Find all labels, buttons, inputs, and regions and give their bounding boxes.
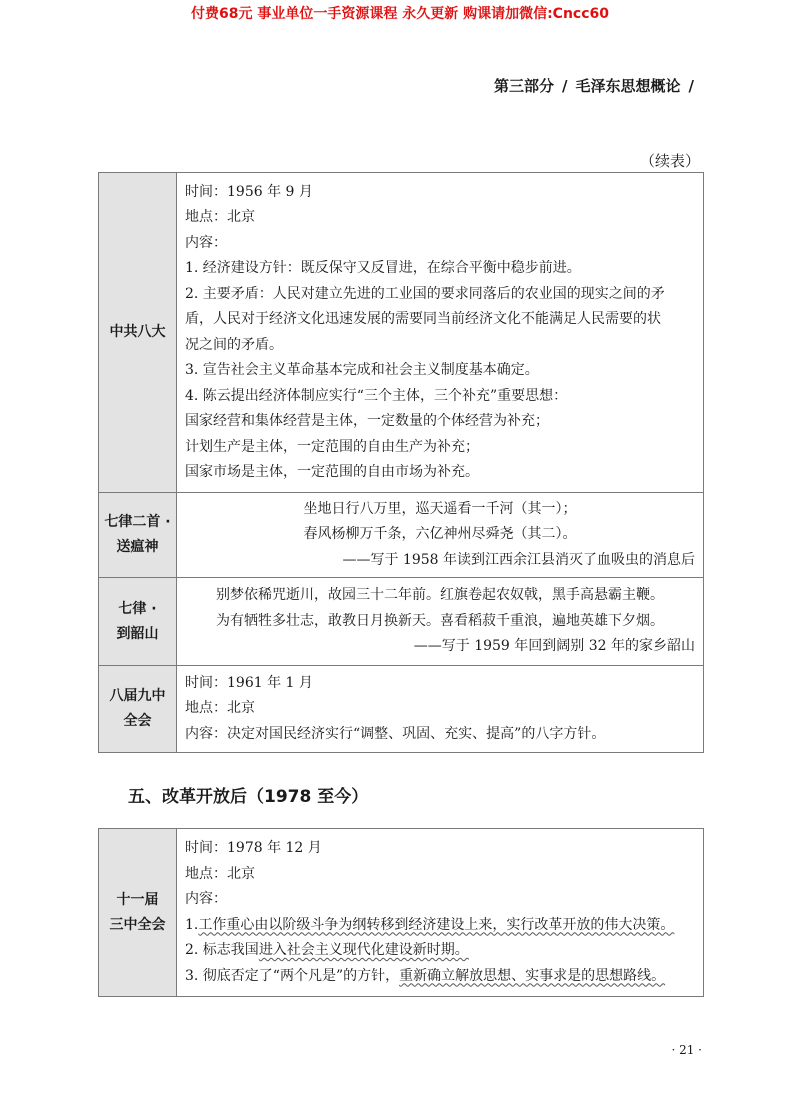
row-label: 八届九中 全会: [99, 666, 177, 753]
continued-label: （续表）: [639, 152, 700, 170]
table-row: [99, 666, 704, 753]
table-row: [99, 493, 704, 578]
header-separator: /: [562, 77, 568, 95]
emphasis-text: 重新确立解放思想、实事求是的思想路线。: [399, 967, 666, 984]
emphasis-text: 工作重心由以阶级斗争为纲转移到经济建设上来，实行改革开放的伟大决策。: [198, 916, 675, 933]
poem-attribution: ——写于 1959 年回到阔别 32 年的家乡韶山: [413, 638, 695, 655]
table-row: [99, 173, 704, 493]
reform-table: [98, 828, 704, 997]
header-separator-end: /: [688, 77, 694, 95]
row-label: 七律二首 · 送瘟神: [99, 493, 177, 578]
running-header: [494, 75, 702, 96]
row-content: 时间：1961 年 1 月 地点：北京 内容：决定对国民经济实行“调整、巩固、充实、提高”的八字方针。: [177, 666, 704, 753]
poem-content: 别梦依稀咒逝川，故园三十二年前。红旗卷起农奴戟，黑手高悬霸主鞭。 为有牺牲多壮志，敢教日月换新天。喜看稻菽千重浪，遍地英雄下夕烟。 ——写于 1959 年回到阔别 32 年的家乡韶山: [177, 578, 704, 666]
watermark-banner: 付费68元 事业单位一手资源课程 永久更新 购课请加微信:Cncc60: [190, 6, 610, 22]
table-row: [99, 578, 704, 666]
emphasis-text: 进入社会主义现代化建设新时期。: [258, 942, 469, 958]
events-table: [98, 172, 704, 753]
row-label: 七律 · 到韶山: [99, 578, 177, 666]
header-title: 毛泽东思想概论: [575, 77, 681, 95]
row-content: 时间：1956 年 9 月 地点：北京 内容： 1. 经济建设方针：既反保守又反冒进，在综合平衡中稳步前进。 2. 主要矛盾：人民对建立先进的工业国的要求同落后的农业国的现实之间的矛 盾，人民对于经济文化迅速发展的需要同当前经济文化不能满足人民需要的状 况之间的矛盾。 3. 宣告社会主义革命基本完成和社会主义制度基本确定。 4. 陈云提出经济体制应实行“三个主体，三个补充”重要思想： 国家经营和集体经营是主体，一定数量的个体经营为补充； 计划生产是主体，一定范围的自由生产为补充； 国家市场是主体，一定范围的自由市场为补充。: [177, 173, 704, 493]
page-number: · 21 ·: [671, 1043, 702, 1057]
table-row: [99, 829, 704, 997]
row-label: 中共八大: [99, 173, 177, 493]
section-heading: 五、改革开放后（1978 至今）: [128, 787, 369, 807]
poem-content: 坐地日行八万里，巡天遥看一千河（其一）； 春风杨柳万千条，六亿神州尽舜尧（其二）。 ——写于 1958 年读到江西余江县消灭了血吸虫的消息后: [177, 493, 704, 578]
row-content: 时间：1978 年 12 月 地点：北京 内容： 1.工作重心由以阶级斗争为纲转移到经济建设上来，实行改革开放的伟大决策。 2. 标志我国进入社会主义现代化建设新时期。 3. 彻底否定了“两个凡是”的方针，重新确立解放思想、实事求是的思想路线。: [177, 829, 704, 997]
poem-attribution: ——写于 1958 年读到江西余江县消灭了血吸虫的消息后: [342, 551, 695, 568]
header-part: 第三部分: [494, 77, 555, 95]
row-label: 十一届 三中全会: [99, 829, 177, 997]
